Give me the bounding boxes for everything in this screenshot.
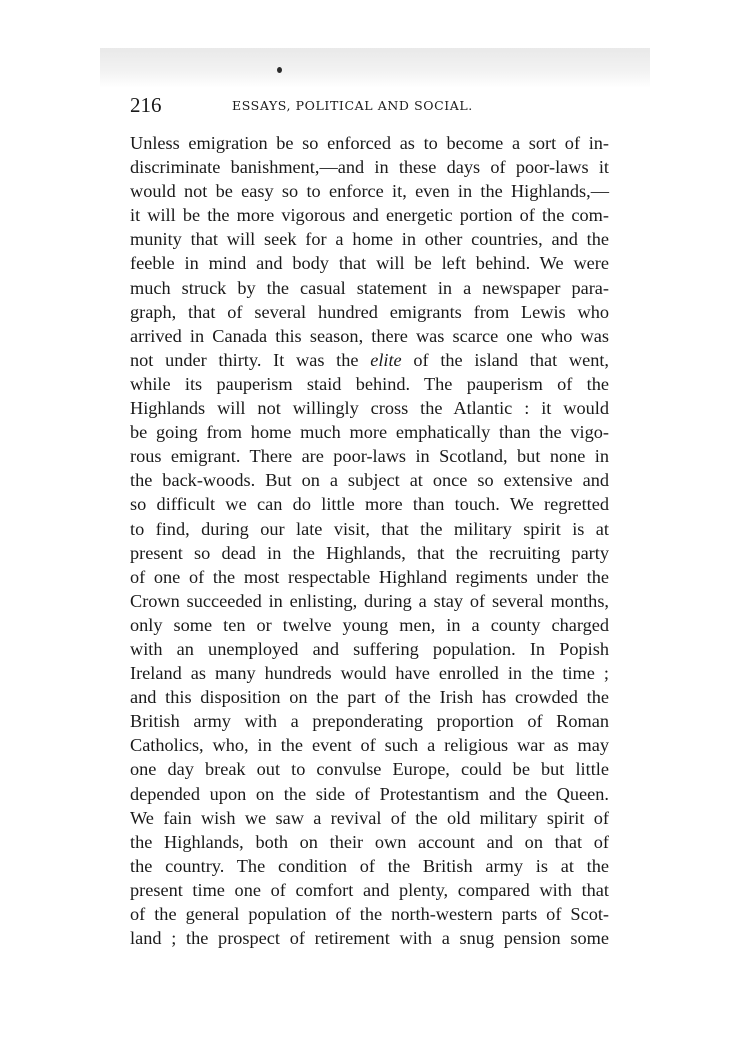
text-line: Catholics, who, in the event of such a religious war as may <box>130 735 609 756</box>
text-line: British army with a preponderating proportion of Roman <box>130 711 609 732</box>
text-line: only some ten or twelve young men, in a county charged <box>130 614 609 635</box>
page-number: 216 <box>130 93 162 117</box>
text-line: the country. The condition of the British army is at the <box>130 855 609 876</box>
text-line: so difficult we can do little more than touch. We regretted <box>130 494 609 515</box>
text-line: to find, during our late visit, that the military spirit is at <box>130 518 609 539</box>
scan-shadow <box>100 48 650 88</box>
text-line: would not be easy so to enforce it, even in the Highlands,— <box>130 181 609 202</box>
running-title: ESSAYS, POLITICAL AND SOCIAL. <box>232 98 473 113</box>
text-line: Ireland as many hundreds would have enrolled in the time ; <box>130 663 609 684</box>
text-line-mixed <box>130 348 609 372</box>
text-line: rous emigrant. There are poor-laws in Scotland, but none in <box>130 446 609 467</box>
text-line: Crown succeeded in enlisting, during a stay of several months, <box>130 590 609 611</box>
text-segment: not under thirty. It was the <box>130 349 371 370</box>
text-line: it will be the more vigorous and energetic portion of the com- <box>130 205 609 226</box>
text-line: of the general population of the north-western parts of Scot- <box>130 904 609 924</box>
text-line: Highlands will not willingly cross the Atlantic : it would <box>130 398 609 419</box>
text-line: one day break out to convulse Europe, could be but little <box>130 759 609 780</box>
text-line: the back-woods. But on a subject at once so extensive and <box>130 470 609 491</box>
text-line: We fain wish we saw a revival of the old military spirit of <box>130 807 609 828</box>
text-line: much struck by the casual statement in a newspaper para- <box>130 277 609 298</box>
text-segment: of the island that went, <box>401 349 609 370</box>
text-line: discriminate banishment,—and in these days of poor-laws it <box>130 157 609 178</box>
text-line: present so dead in the Highlands, that the recruiting party <box>130 542 609 563</box>
text-line: Unless emigration be so enforced as to become a sort of in- <box>130 133 609 153</box>
body-text <box>130 131 609 950</box>
text-line: present time one of comfort and plenty, compared with that <box>130 879 609 900</box>
text-line: munity that will seek for a home in other countries, and the <box>130 229 609 250</box>
ink-speck <box>277 67 282 73</box>
text-line: depended upon on the side of Protestantism and the Queen. <box>130 783 609 804</box>
text-line: with an unemployed and suffering population. In Popish <box>130 638 609 659</box>
text-line: land ; the prospect of retirement with a snug pension some <box>130 928 609 949</box>
text-line: arrived in Canada this season, there was scarce one who was <box>130 325 609 346</box>
text-line: of one of the most respectable Highland regiments under the <box>130 566 609 587</box>
italic-word: elite <box>370 349 402 370</box>
text-line: the Highlands, both on their own account and on that of <box>130 831 609 852</box>
text-line: graph, that of several hundred emigrants from Lewis who <box>130 301 609 322</box>
text-line: feeble in mind and body that will be left behind. We were <box>130 253 609 274</box>
text-line: while its pauperism staid behind. The pauperism of the <box>130 373 609 394</box>
text-line: and this disposition on the part of the Irish has crowded the <box>130 687 609 708</box>
text-line: be going from home much more emphatically than the vigo- <box>130 422 609 443</box>
